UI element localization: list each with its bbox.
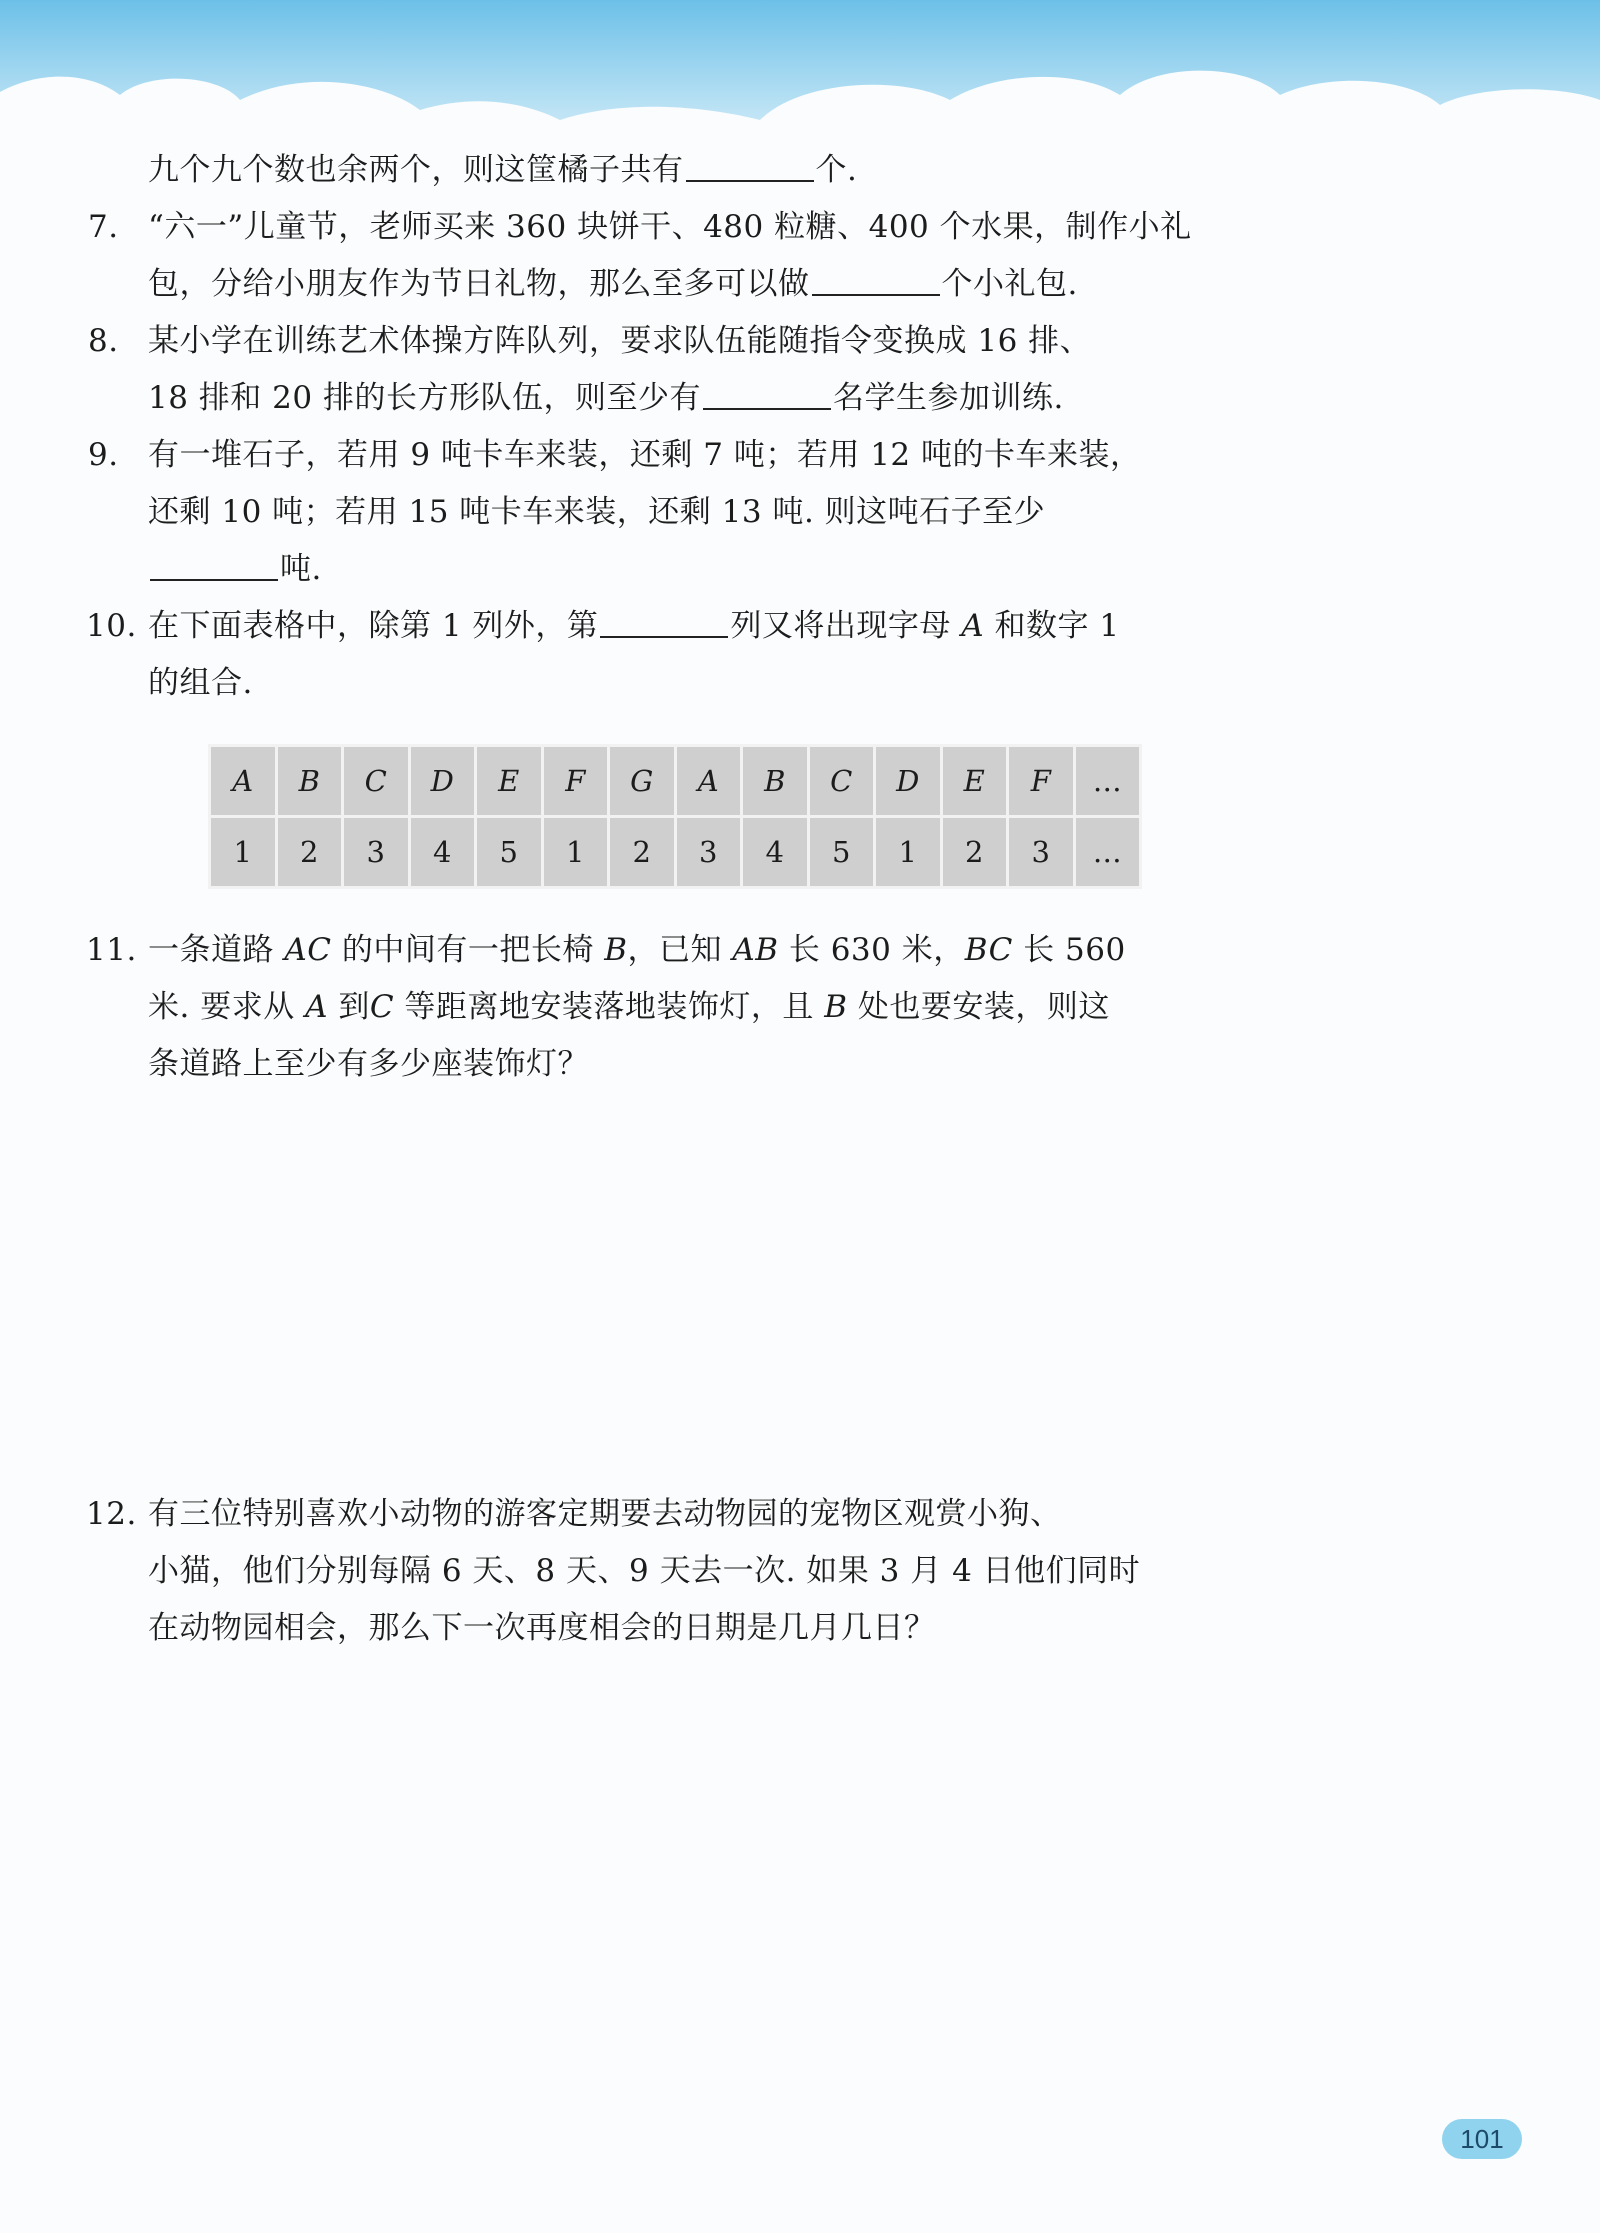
question-9: 9. 有一堆石子，若用 9 吨卡车来装，还剩 7 吨；若用 12 吨的卡车来装， 还剩 10 吨；若用 15 吨卡车来装，还剩 13 吨. 则这吨石子至少 吨. (148, 427, 1168, 598)
answer-blank[interactable] (812, 264, 940, 296)
table-cell: F (544, 747, 608, 815)
answer-blank[interactable] (686, 150, 814, 182)
sequence-table (208, 744, 1142, 889)
exercise-content (86, 142, 1192, 712)
table-cell: C (344, 747, 408, 815)
table-cell: 3 (344, 818, 408, 886)
answer-blank[interactable] (600, 606, 728, 638)
table-cell: … (1076, 747, 1140, 815)
question-number: 8. (88, 323, 119, 359)
q6-continuation: 九个九个数也余两个，则这筐橘子共有 个. (148, 152, 858, 188)
table-cell: 3 (1009, 818, 1073, 886)
table-cell: 4 (411, 818, 475, 886)
answer-blank[interactable] (150, 549, 278, 581)
table-cell: 3 (677, 818, 741, 886)
table-cell: B (278, 747, 342, 815)
table-cell: E (477, 747, 541, 815)
question-number: 7. (88, 209, 119, 245)
exercise-content-lower (86, 922, 1168, 1093)
table-cell: E (943, 747, 1007, 815)
table-cell: D (876, 747, 940, 815)
question-number: 11. (86, 932, 137, 968)
table-cell: 2 (610, 818, 674, 886)
table-cell: C (810, 747, 874, 815)
table-cell: 4 (743, 818, 807, 886)
table-cell: 1 (876, 818, 940, 886)
table-cell: G (610, 747, 674, 815)
table-cell: 5 (477, 818, 541, 886)
question-number: 9. (88, 437, 119, 473)
question-8: 8. 某小学在训练艺术体操方阵队列，要求队伍能随指令变换成 16 排、 18 排和 20 排的长方形队伍，则至少有 名学生参加训练. (148, 313, 1168, 427)
table-cell: B (743, 747, 807, 815)
question-number: 12. (86, 1496, 137, 1532)
table-cell: 2 (943, 818, 1007, 886)
question-11: 11. 一条道路 AC 的中间有一把长椅 B，已知 AB 长 630 米，BC 长 560 米. 要求从 A 到C 等距离地安装落地装饰灯，且 B 处也要安装，则这 条道路上至少有多少座装饰灯？ (148, 922, 1168, 1093)
sky-header-decoration (0, 0, 1600, 150)
answer-blank[interactable] (703, 378, 831, 410)
question-10: 10. 在下面表格中，除第 1 列外，第 列又将出现字母 A 和数字 1 的组合. (148, 598, 1168, 712)
table-cell: A (211, 747, 275, 815)
table-cell: 2 (278, 818, 342, 886)
table-cell: A (677, 747, 741, 815)
table-cell: F (1009, 747, 1073, 815)
table-cell: … (1076, 818, 1140, 886)
numbers-row (211, 818, 1139, 886)
table-cell: D (411, 747, 475, 815)
page-number-badge: 101 (1442, 2119, 1522, 2159)
letters-row (211, 747, 1139, 815)
table-cell: 1 (211, 818, 275, 886)
question-number: 10. (86, 608, 137, 644)
exercise-content-bottom (86, 1486, 1168, 1657)
table-cell: 5 (810, 818, 874, 886)
question-7: 7. “六一”儿童节，老师买来 360 块饼干、480 粒糖、400 个水果，制作小礼 包，分给小朋友作为节日礼物，那么至多可以做 个小礼包. (148, 199, 1168, 313)
question-12: 12. 有三位特别喜欢小动物的游客定期要去动物园的宠物区观赏小狗、 小猫，他们分别每隔 6 天、8 天、9 天去一次. 如果 3 月 4 日他们同时 在动物园相会，那么下一次再度相会的日期是几月几日？ (148, 1486, 1168, 1657)
table-cell: 1 (544, 818, 608, 886)
